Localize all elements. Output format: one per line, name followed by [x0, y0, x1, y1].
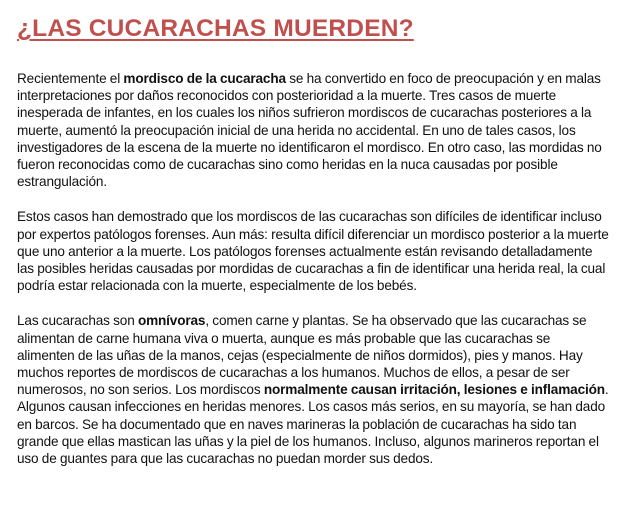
paragraph-2-text: Estos casos han demostrado que los mordiscos de las cucarachas son difíciles de identificar incluso por expertos patólogos forenses. Aun más: resulta difícil diferenciar un mordisco posterior a la muerte que uno anterior a la muerte. Los patólogos forenses actualmente están revisando detalladamente las posibles heridas causadas por mordidas de cucarachas a fin de identificar una herida real, la cual podría estar relacionada con la muerte, especialmente de los bebés.: [17, 209, 609, 294]
emphasis-effects: normalmente causan irritación, lesiones e inflamación: [263, 382, 605, 398]
paragraph-1-text-start: Recientemente el: [17, 71, 124, 86]
paragraph-forensic-difficulty: [17, 208, 609, 294]
emphasis-cockroach-bite: mordisco de la cucaracha: [123, 71, 286, 86]
paragraph-omnivorous: [17, 312, 609, 467]
paragraph-3-text-start: Las cucarachas son: [17, 313, 138, 329]
page-title: ¿LAS CUCARACHAS MUERDEN?: [17, 15, 414, 42]
paragraph-3-text-middle: , comen carne y plantas. Se ha observado que las cucarachas se alimentan de carne humana viva o muerta, aunque es más probable que las cucarachas se alimenten de las uñas de la manos, cejas (especialmente de niños dormidos), pies y manos. Hay muchos reportes de mordiscos de cucarachas a los humanos. Muchos de ellos, a pesar de ser numerosos, no son serios. Los mordiscos: [17, 313, 587, 398]
paragraph-3-text-end: . Algunos causan infecciones en heridas menores. Los casos más serios, en su mayoría, se han dado en barcos. Se ha documentado que en naves marineras la población de cucarachas ha sido tan grande que ellas mastican las uñas y la piel de los humanos. Incluso, algunos marineros reportan el uso de guantes para que las cucarachas no puedan morder sus dedos.: [17, 382, 609, 467]
paragraph-bite-cases: [17, 70, 609, 190]
paragraph-1-text-rest: se ha convertido en foco de preocupación y en malas interpretaciones por daños reconocidos con posterioridad a la muerte. Tres casos de muerte inesperada de infantes, en los cuales los niños sufrieron mordiscos de cucarachas posteriores a la muerte, aumentó la preocupación inicial de una herida no accidental. En uno de tales casos, los investigadores de la escena de la muerte no identificaron el mordisco. En otro caso, las mordidas no fueron reconocidas como de cucarachas sino como heridas en la nuca causadas por posible estrangulación.: [17, 71, 602, 190]
emphasis-omnivorous: omnívoras: [137, 313, 206, 329]
